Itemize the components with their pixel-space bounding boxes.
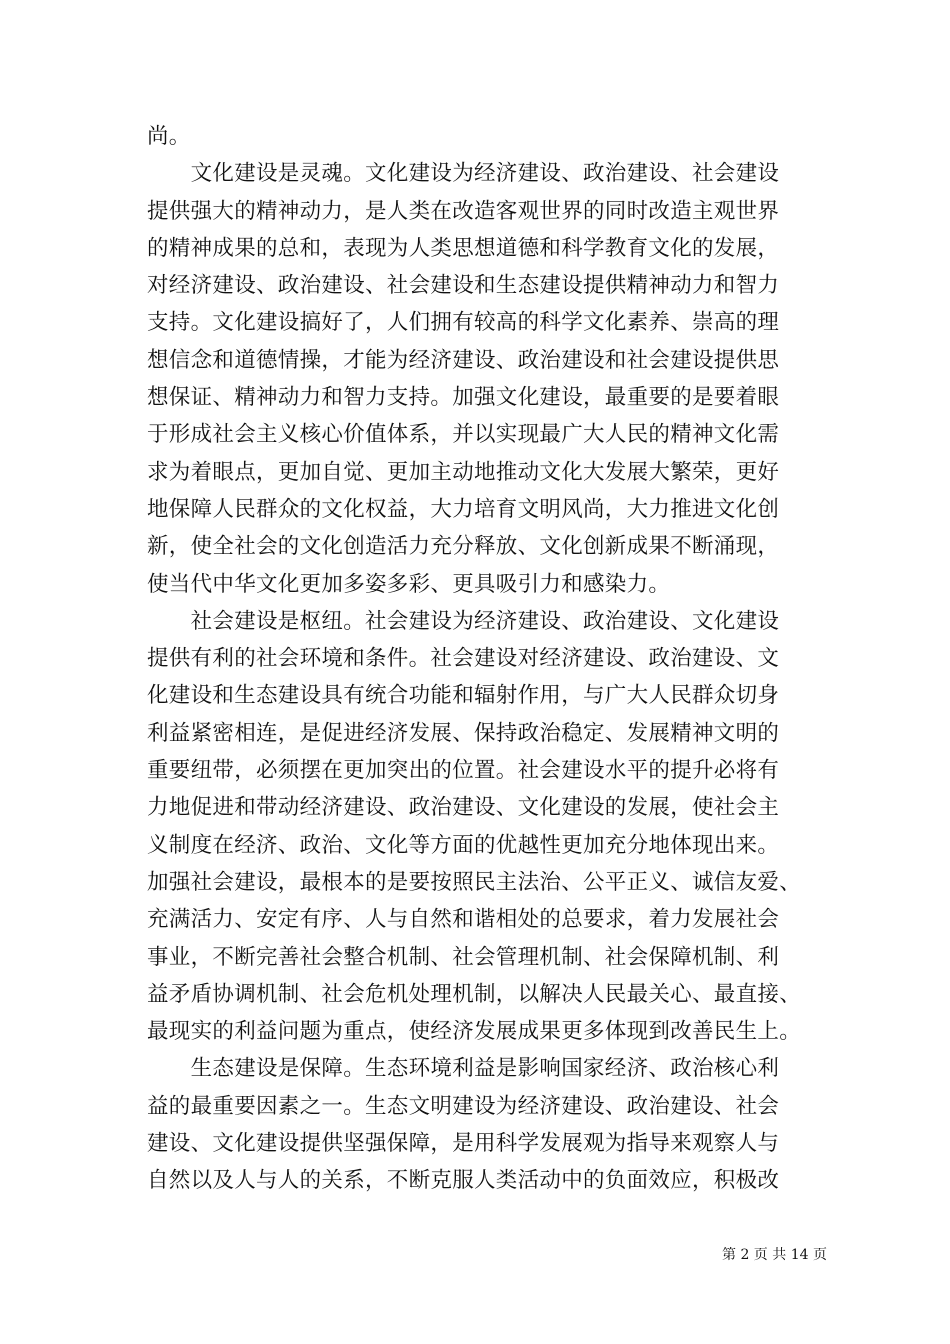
text-line: 事业，不断完善社会整合机制、社会管理机制、社会保障机制、利 [147, 944, 780, 970]
text-line: 益矛盾协调机制、社会危机处理机制，以解决人民最关心、最直接、 [147, 981, 802, 1007]
text-line: 生态建设是保障。生态环境利益是影响国家经济、政治核心利 [147, 1056, 780, 1082]
text-line: 加强社会建设，最根本的是要按照民主法治、公平正义、诚信友爱、 [147, 869, 802, 895]
text-line: 想保证、精神动力和智力支持。加强文化建设，最重要的是要着眼 [147, 385, 780, 411]
text-line: 提供有利的社会环境和条件。社会建设对经济建设、政治建设、文 [147, 646, 780, 672]
text-line: 益的最重要因素之一。生态文明建设为经济建设、政治建设、社会 [147, 1093, 780, 1119]
text-line: 提供强大的精神动力，是人类在改造客观世界的同时改造主观世界 [147, 198, 780, 224]
text-line: 力地促进和带动经济建设、政治建设、文化建设的发展，使社会主 [147, 795, 780, 821]
text-line: 地保障人民群众的文化权益，大力培育文明风尚，大力推进文化创 [147, 496, 780, 522]
text-line: 求为着眼点，更加自觉、更加主动地推动文化大发展大繁荣，更好 [147, 459, 780, 485]
text-line: 的精神成果的总和，表现为人类思想道德和科学教育文化的发展， [147, 235, 780, 261]
text-line: 充满活力、安定有序、人与自然和谐相处的总要求，着力发展社会 [147, 907, 780, 933]
text-line: 自然以及人与人的关系，不断克服人类活动中的负面效应，积极改 [147, 1168, 780, 1194]
text-line: 想信念和道德情操，才能为经济建设、政治建设和社会建设提供思 [147, 347, 780, 373]
body-text [147, 118, 809, 1200]
text-line: 最现实的利益问题为重点，使经济发展成果更多体现到改善民生上。 [147, 1019, 802, 1045]
text-line: 新，使全社会的文化创造活力充分释放、文化创新成果不断涌现， [147, 534, 780, 560]
text-line: 对经济建设、政治建设、社会建设和生态建设提供精神动力和智力 [147, 273, 780, 299]
text-line: 化建设和生态建设具有统合功能和辐射作用，与广大人民群众切身 [147, 683, 780, 709]
text-line: 文化建设是灵魂。文化建设为经济建设、政治建设、社会建设 [147, 161, 780, 187]
text-line: 利益紧密相连，是促进经济发展、保持政治稳定、发展精神文明的 [147, 720, 780, 746]
text-line: 社会建设是枢纽。社会建设为经济建设、政治建设、文化建设 [147, 608, 780, 634]
text-line: 使当代中华文化更加多姿多彩、更具吸引力和感染力。 [147, 571, 671, 597]
text-line: 重要纽带，必须摆在更加突出的位置。社会建设水平的提升必将有 [147, 758, 780, 784]
text-line: 义制度在经济、政治、文化等方面的优越性更加充分地体现出来。 [147, 832, 780, 858]
page-number-footer: 第 2 页 共 14 页 [722, 1247, 827, 1263]
text-line: 尚。 [147, 124, 191, 149]
text-line: 支持。文化建设搞好了，人们拥有较高的科学文化素养、崇高的理 [147, 310, 780, 336]
text-line: 建设、文化建设提供坚强保障，是用科学发展观为指导来观察人与 [147, 1131, 780, 1157]
text-line: 于形成社会主义核心价值体系，并以实现最广大人民的精神文化需 [147, 422, 780, 448]
